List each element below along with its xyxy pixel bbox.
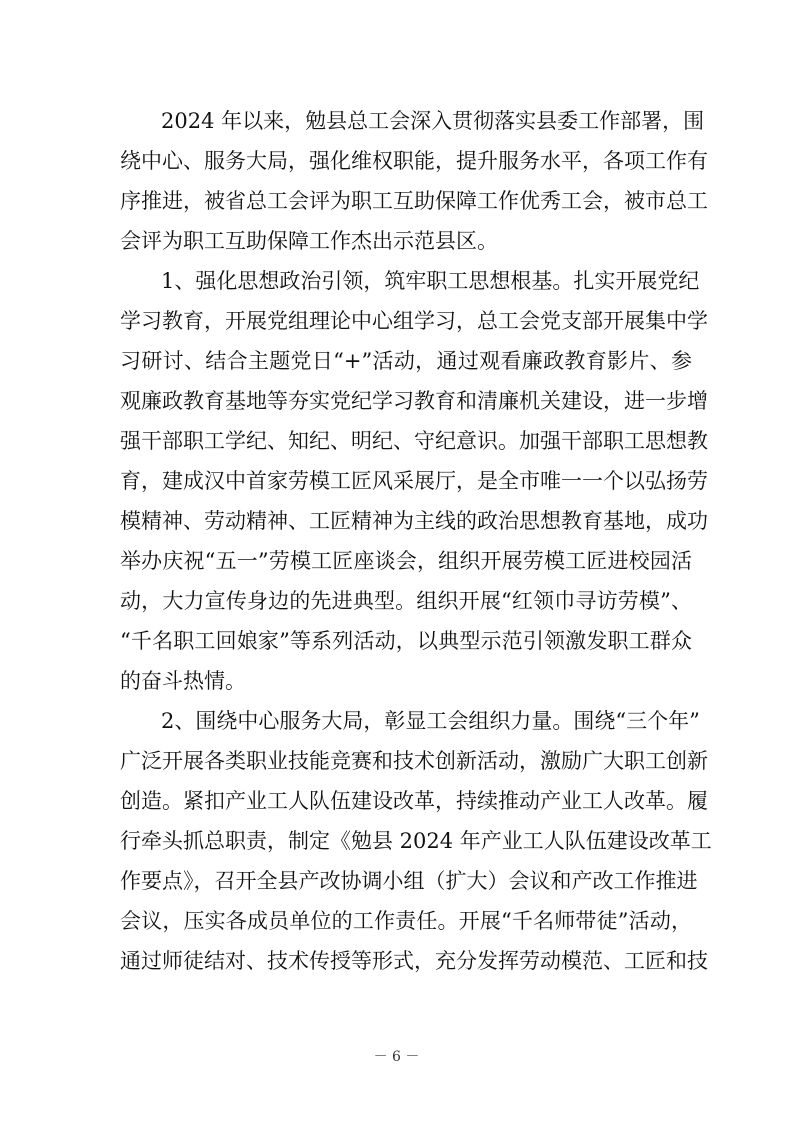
- text-line: 会评为职工互助保障工作杰出示范县区。: [120, 229, 498, 253]
- text-line: 广泛开展各类职业技能竞赛和技术创新活动，激励广大职工创新: [120, 749, 708, 773]
- text-line: 强干部职工学纪、知纪、明纪、守纪意识。加强干部职工思想教: [120, 429, 708, 453]
- text-line: 习研讨、结合主题党日“+”活动，通过观看廉政教育影片、参: [120, 349, 692, 373]
- text-line: 2、围绕中心服务大局，彰显工会组织力量。围绕“三个年”: [161, 709, 700, 733]
- text-line: 创造。紧扣产业工人队伍建设改革，持续推动产业工人改革。履: [120, 789, 708, 813]
- text-line: 序推进，被省总工会评为职工互助保障工作优秀工会，被市总工: [120, 189, 708, 213]
- text-line: 学习教育，开展党组理论中心组学习，总工会党支部开展集中学: [120, 309, 708, 333]
- paragraph-section-2: [120, 701, 712, 981]
- text-line: 举办庆祝“五一”劳模工匠座谈会，组织开展劳模工匠进校园活: [120, 549, 692, 573]
- text-line: 1、强化思想政治引领，筑牢职工思想根基。扎实开展党纪: [161, 269, 700, 293]
- text-line: 模精神、劳动精神、工匠精神为主线的政治思想教育基地，成功: [120, 509, 708, 533]
- page-number: － 6 －: [373, 1049, 420, 1065]
- text-line: 观廉政教育基地等夯实党纪学习教育和清廉机关建设，进一步增: [120, 389, 708, 413]
- text-line: 动，大力宣传身边的先进典型。组织开展“红领巾寻访劳模”、: [120, 589, 692, 613]
- paragraph-section-1: [120, 261, 708, 701]
- text-line: 绕中心、服务大局，强化维权职能，提升服务水平，各项工作有: [120, 149, 708, 173]
- text-line: 的奋斗热情。: [120, 669, 246, 693]
- text-line: 行牵头抓总职责，制定《勉县 2024 年产业工人队伍建设改革工: [120, 829, 712, 853]
- text-line: 会议，压实各成员单位的工作责任。开展“千名师带徒”活动，: [120, 909, 692, 933]
- paragraph-intro: [120, 101, 708, 261]
- text-line: 通过师徒结对、技术传授等形式，充分发挥劳动模范、工匠和技: [120, 949, 708, 973]
- text-line: “千名职工回娘家”等系列活动，以典型示范引领激发职工群众: [120, 629, 692, 653]
- text-line: 育，建成汉中首家劳模工匠风采展厅，是全市唯一一个以弘扬劳: [120, 469, 708, 493]
- text-line: 2024 年以来，勉县总工会深入贯彻落实县委工作部署，围: [161, 109, 705, 133]
- text-line: 作要点》，召开全县产改协调小组（扩大）会议和产改工作推进: [120, 869, 698, 893]
- document-body: [120, 101, 712, 981]
